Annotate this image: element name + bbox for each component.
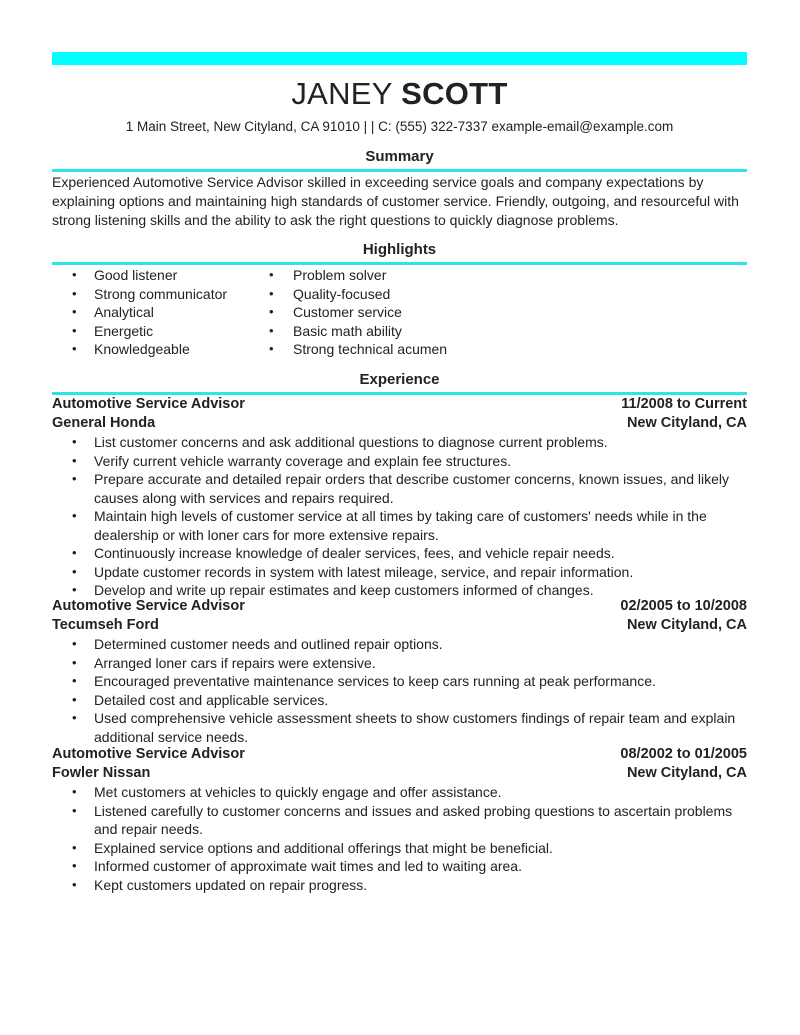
job-bullet: • Maintain high levels of customer service at all times by taking care of customers' needs while in the dealership or with loner cars for more extensive repairs. [52,507,747,544]
summary-rule [52,169,747,172]
job-bullet: • Informed customer of approximate wait times and led to waiting area. [52,857,747,876]
job-location: New Cityland, CA [626,765,747,781]
job-bullets [52,433,747,600]
job-bullet: • Arranged loner cars if repairs were extensive. [52,654,747,673]
highlight-item: • Customer service [251,303,447,322]
job-bullet: • Detailed cost and applicable services. [52,691,747,710]
job-bullet: • Determined customer needs and outlined repair options. [52,635,747,654]
job-bullet: • Used comprehensive vehicle assessment sheets to show customers findings of repair team and explain additional service needs. [52,709,747,746]
first-name: JANEY [291,76,393,111]
job-bullet: • Develop and write up repair estimates and keep customers informed of changes. [52,581,747,600]
job-bullet: • Kept customers updated on repair progress. [52,876,747,895]
highlights-right-list [251,266,447,359]
job-title: Automotive Service Advisor [52,598,245,614]
job-bullet: • Verify current vehicle warranty coverage and explain fee structures. [52,452,747,471]
contact-info: 1 Main Street, New Cityland, CA 91010 | | C: (555) 322-7337 example-email@example.com [125,119,674,134]
job-bullet: • Prepare accurate and detailed repair orders that describe customer concerns, known issues, and likely causes along with services and repairs required. [52,470,747,507]
job-dates: 02/2005 to 10/2008 [620,598,747,614]
summary-heading: Summary [365,148,434,165]
job-company: Tecumseh Ford [52,617,159,633]
job-dates: 11/2008 to Current [621,396,747,412]
candidate-name [52,76,747,112]
job-entry [52,395,747,600]
job-entry [52,745,747,894]
highlight-item: • Strong technical acumen [251,340,447,359]
job-bullet: • Update customer records in system with latest mileage, service, and repair information. [52,563,747,582]
highlight-item: • Analytical [52,303,227,322]
job-bullet: • Encouraged preventative maintenance services to keep cars running at peak performance. [52,672,747,691]
highlights-heading: Highlights [362,241,437,258]
highlight-item: • Basic math ability [251,322,447,341]
highlight-item: • Quality-focused [251,285,447,304]
job-company: General Honda [52,415,156,431]
summary-text: Experienced Automotive Service Advisor skilled in exceeding service goals and company expectations by explaining options and maintaining high standards of customer service. Friendly, outgoing, and resourceful with strong listening skills and the ability to ask the right questions to quickly diagnose problems. [52,174,739,228]
last-name: SCOTT [401,76,508,111]
job-entry [52,597,747,746]
job-title: Automotive Service Advisor [52,396,245,412]
job-bullet: • Explained service options and additional offerings that might be beneficial. [52,839,747,858]
job-bullet: • Met customers at vehicles to quickly engage and offer assistance. [52,783,747,802]
job-bullet: • Listened carefully to customer concerns and issues and asked probing questions to ascertain problems and repair needs. [52,802,747,839]
accent-bar [52,52,747,65]
highlights-rule [52,262,747,265]
experience-heading: Experience [359,371,440,388]
job-title: Automotive Service Advisor [52,746,245,762]
highlights-left-list [52,266,227,359]
highlight-item: • Energetic [52,322,227,341]
highlight-item: • Knowledgeable [52,340,227,359]
highlight-item: • Strong communicator [52,285,227,304]
job-location: New Cityland, CA [626,617,747,633]
highlight-item: • Problem solver [251,266,447,285]
job-bullet: • Continuously increase knowledge of dealer services, fees, and vehicle repair needs. [52,544,747,563]
job-bullets [52,635,747,746]
job-bullet: • List customer concerns and ask additional questions to diagnose current problems. [52,433,747,452]
job-bullets [52,783,747,894]
highlight-item: • Good listener [52,266,227,285]
job-location: New Cityland, CA [626,415,747,431]
job-company: Fowler Nissan [52,765,151,781]
job-dates: 08/2002 to 01/2005 [620,746,747,762]
